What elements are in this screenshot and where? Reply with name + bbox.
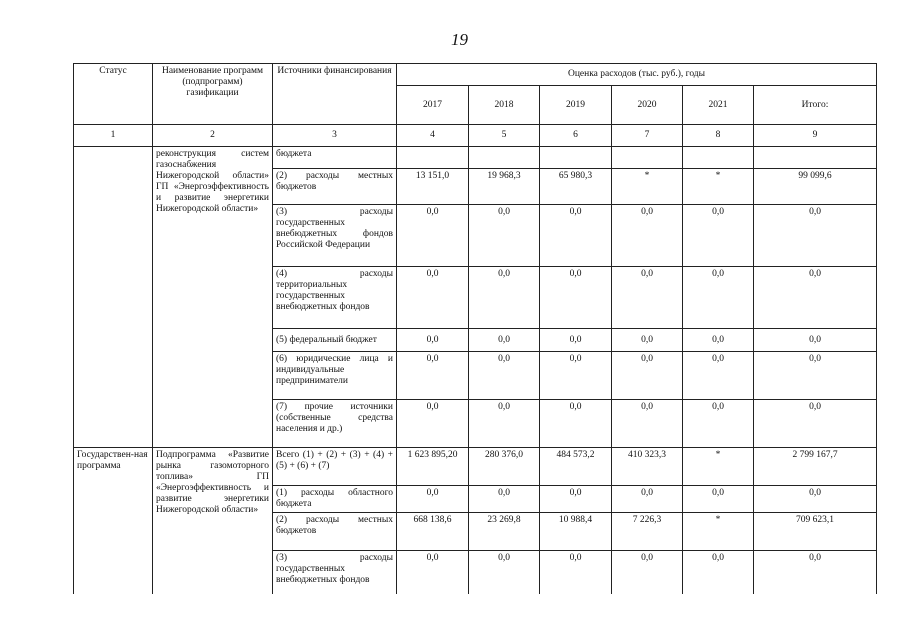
header-year-2019: 2019 <box>540 86 612 125</box>
value-cell: 19 968,3 <box>469 169 540 205</box>
value-cell: 13 151,0 <box>397 169 469 205</box>
value-cell: 0,0 <box>397 486 469 513</box>
value-cell: 0,0 <box>540 205 612 267</box>
value-cell: 0,0 <box>683 329 754 352</box>
value-cell: * <box>612 169 683 205</box>
value-cell: 99 099,6 <box>754 169 877 205</box>
value-cell: 668 138,6 <box>397 512 469 550</box>
page-number: 19 <box>451 30 468 49</box>
value-cell: 0,0 <box>540 550 612 594</box>
header-year-2021: 2021 <box>683 86 754 125</box>
col-number-2: 2 <box>153 125 273 147</box>
status-cell: Государствен-ная программа <box>74 448 153 595</box>
value-cell: 0,0 <box>540 400 612 448</box>
value-cell: 23 269,8 <box>469 512 540 550</box>
header-estimate: Оценка расходов (тыс. руб.), годы <box>397 64 877 86</box>
value-cell: 1 623 895,20 <box>397 448 469 486</box>
value-cell: 410 323,3 <box>612 448 683 486</box>
source-cell: (3) расходы государственных внебюджетных фондов Российской Федерации <box>273 205 397 267</box>
value-cell <box>540 147 612 169</box>
value-cell: 0,0 <box>754 267 877 329</box>
source-cell: (4) расходы территориальных государственных внебюджетных фондов <box>273 267 397 329</box>
value-cell: 0,0 <box>754 205 877 267</box>
source-cell: (2) расходы местных бюджетов <box>273 512 397 550</box>
header-program-name: Наименование программ (подпрограмм) газификации <box>153 64 273 125</box>
col-number-7: 7 <box>612 125 683 147</box>
program-name-cell: Подпрограмма «Развитие рынка газомоторного топлива» ГП «Энергоэффективность и развитие энергетики Нижегородской области» <box>153 448 273 595</box>
value-cell: 0,0 <box>397 267 469 329</box>
value-cell: 0,0 <box>612 267 683 329</box>
value-cell: 0,0 <box>540 329 612 352</box>
value-cell: 280 376,0 <box>469 448 540 486</box>
value-cell: 0,0 <box>469 205 540 267</box>
source-cell: (3) расходы государственных внебюджетных фондов <box>273 550 397 594</box>
header-year-2017: 2017 <box>397 86 469 125</box>
value-cell: 0,0 <box>612 205 683 267</box>
value-cell: 0,0 <box>397 205 469 267</box>
value-cell <box>397 147 469 169</box>
value-cell: 0,0 <box>540 267 612 329</box>
source-cell: (7) прочие источники (собственные средства населения и др.) <box>273 400 397 448</box>
source-cell: Всего (1) + (2) + (3) + (4) + (5) + (6) + (7) <box>273 448 397 486</box>
value-cell <box>612 147 683 169</box>
col-number-6: 6 <box>540 125 612 147</box>
value-cell: 0,0 <box>754 486 877 513</box>
col-number-5: 5 <box>469 125 540 147</box>
value-cell: 0,0 <box>397 550 469 594</box>
value-cell: 0,0 <box>612 329 683 352</box>
col-number-4: 4 <box>397 125 469 147</box>
header-status: Статус <box>74 64 153 125</box>
value-cell: 0,0 <box>469 486 540 513</box>
value-cell: 10 988,4 <box>540 512 612 550</box>
value-cell: 0,0 <box>540 352 612 400</box>
value-cell: 0,0 <box>683 400 754 448</box>
value-cell: 0,0 <box>754 400 877 448</box>
value-cell: 0,0 <box>754 550 877 594</box>
value-cell: 0,0 <box>469 400 540 448</box>
value-cell: 65 980,3 <box>540 169 612 205</box>
budget-table <box>73 63 877 594</box>
value-cell: 0,0 <box>469 329 540 352</box>
source-cell: (5) федеральный бюджет <box>273 329 397 352</box>
value-cell: 0,0 <box>612 400 683 448</box>
value-cell: 0,0 <box>683 352 754 400</box>
col-number-8: 8 <box>683 125 754 147</box>
value-cell: 0,0 <box>683 267 754 329</box>
value-cell: 0,0 <box>469 550 540 594</box>
value-cell: * <box>683 512 754 550</box>
value-cell <box>469 147 540 169</box>
value-cell: 0,0 <box>397 352 469 400</box>
value-cell: 484 573,2 <box>540 448 612 486</box>
col-number-9: 9 <box>754 125 877 147</box>
header-year-2018: 2018 <box>469 86 540 125</box>
value-cell: * <box>683 169 754 205</box>
value-cell: 2 799 167,7 <box>754 448 877 486</box>
value-cell: 0,0 <box>540 486 612 513</box>
value-cell: 0,0 <box>612 352 683 400</box>
source-cell: (6) юридические лица и индивидуальные предприниматели <box>273 352 397 400</box>
value-cell: 0,0 <box>683 486 754 513</box>
col-number-1: 1 <box>74 125 153 147</box>
value-cell: 0,0 <box>612 550 683 594</box>
header-year-2020: 2020 <box>612 86 683 125</box>
col-number-3: 3 <box>273 125 397 147</box>
value-cell: 0,0 <box>683 205 754 267</box>
value-cell <box>754 147 877 169</box>
value-cell: * <box>683 448 754 486</box>
source-cell: (2) расходы местных бюджетов <box>273 169 397 205</box>
table-row <box>74 147 877 169</box>
source-cell: бюджета <box>273 147 397 169</box>
value-cell: 7 226,3 <box>612 512 683 550</box>
value-cell: 0,0 <box>683 550 754 594</box>
value-cell: 709 623,1 <box>754 512 877 550</box>
header-sources: Источники финансирования <box>273 64 397 125</box>
value-cell: 0,0 <box>469 267 540 329</box>
value-cell <box>683 147 754 169</box>
program-name-cell: реконструкция систем газоснабжения Нижегородской области» ГП «Энергоэффективность и развитие энергетики Нижегородской области» <box>153 147 273 448</box>
value-cell: 0,0 <box>754 352 877 400</box>
value-cell: 0,0 <box>469 352 540 400</box>
value-cell: 0,0 <box>397 329 469 352</box>
header-total: Итого: <box>754 86 877 125</box>
value-cell: 0,0 <box>754 329 877 352</box>
value-cell: 0,0 <box>612 486 683 513</box>
status-cell <box>74 147 153 448</box>
source-cell: (1) расходы областного бюджета <box>273 486 397 513</box>
value-cell: 0,0 <box>397 400 469 448</box>
table-row <box>74 448 877 486</box>
